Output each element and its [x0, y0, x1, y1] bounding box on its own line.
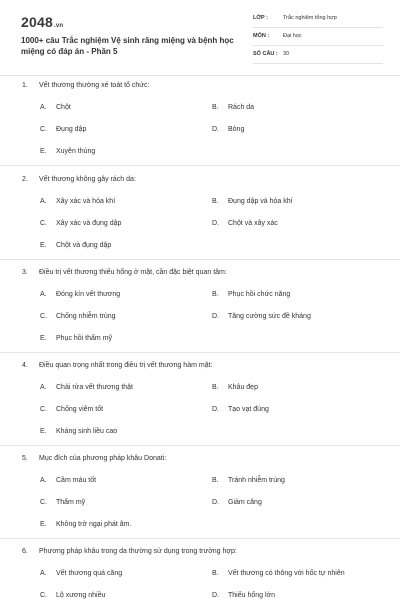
- option-e[interactable]: [40, 148, 95, 155]
- meta-class: [253, 14, 383, 28]
- logo-sub: .vn: [53, 23, 64, 29]
- option-letter: C.: [40, 406, 47, 413]
- option-d[interactable]: [212, 499, 262, 506]
- option-b[interactable]: [212, 570, 345, 577]
- option-text: Chải rửa vết thương thật: [56, 384, 133, 391]
- option-c[interactable]: [40, 592, 105, 599]
- option-d[interactable]: [212, 220, 278, 227]
- option-letter: C.: [40, 220, 47, 227]
- option-text: Xuyên thủng: [56, 148, 96, 155]
- option-letter: E.: [40, 148, 47, 155]
- option-e[interactable]: [40, 521, 131, 528]
- option-text: Chột: [56, 104, 71, 111]
- option-text: Chống nhiễm trùng: [56, 313, 116, 320]
- option-letter: C.: [40, 592, 47, 599]
- option-text: Thẩm mỹ: [56, 499, 86, 506]
- option-letter: B.: [212, 198, 219, 205]
- site-logo[interactable]: [21, 14, 63, 30]
- option-b[interactable]: [212, 291, 290, 298]
- option-b[interactable]: [212, 104, 254, 111]
- meta-count-label: SỐ CÂU :: [253, 51, 278, 57]
- meta-class-label: LỚP :: [253, 15, 268, 21]
- option-text: Đóng kín vết thương: [56, 291, 121, 298]
- option-a[interactable]: [40, 198, 115, 205]
- option-letter: B.: [212, 104, 219, 111]
- option-text: Chột và đụng dập: [56, 242, 112, 249]
- option-a[interactable]: [40, 477, 96, 484]
- option-text: Không trở ngại phát âm.: [56, 521, 132, 528]
- option-letter: D.: [212, 220, 219, 227]
- option-letter: C.: [40, 499, 47, 506]
- option-c[interactable]: [40, 499, 85, 506]
- option-letter: B.: [212, 570, 219, 577]
- option-text: Tránh nhiễm trùng: [228, 477, 285, 484]
- option-d[interactable]: [212, 406, 269, 413]
- option-e[interactable]: [40, 335, 112, 342]
- option-d[interactable]: [212, 592, 275, 599]
- option-text: Đụng dập và hỏa khí: [228, 198, 293, 205]
- option-letter: E.: [40, 521, 47, 528]
- option-b[interactable]: [212, 384, 258, 391]
- option-text: Tạo vạt đúng: [228, 406, 269, 413]
- option-c[interactable]: [40, 220, 121, 227]
- question-number: 2.: [22, 176, 28, 183]
- option-text: Kháng sinh liều cao: [56, 428, 118, 435]
- option-text: Phục hồi chức năng: [228, 291, 291, 298]
- question-text: Mục đích của phương pháp khâu Donati:: [39, 455, 167, 462]
- option-text: Vết thương có thông với hốc tự nhiên: [228, 570, 345, 577]
- meta-question-count: [253, 50, 383, 64]
- meta-subject-value: Đại học: [283, 33, 302, 39]
- option-text: Chột và xây xác: [228, 220, 278, 227]
- option-letter: B.: [212, 384, 219, 391]
- question-number: 1.: [22, 82, 28, 89]
- option-c[interactable]: [40, 406, 103, 413]
- option-a[interactable]: [40, 104, 71, 111]
- document-title: 1000+ câu Trắc nghiệm Vệ sinh răng miệng và bệnh học miệng có đáp án - Phần 5: [21, 36, 234, 56]
- header-divider: [0, 75, 400, 76]
- question-divider: [0, 165, 400, 166]
- option-letter: C.: [40, 126, 47, 133]
- question-divider: [0, 445, 400, 446]
- option-letter: B.: [212, 477, 219, 484]
- question-number: 4.: [22, 362, 28, 369]
- option-letter: E.: [40, 335, 47, 342]
- question-text: Vết thương thường xé toát tổ chức:: [39, 82, 150, 89]
- meta-subject: [253, 32, 383, 46]
- option-letter: A.: [40, 477, 47, 484]
- option-text: Chống viêm tốt: [56, 406, 104, 413]
- option-c[interactable]: [40, 126, 86, 133]
- option-a[interactable]: [40, 291, 120, 298]
- option-d[interactable]: [212, 126, 244, 133]
- option-text: Bỏng: [228, 126, 245, 133]
- option-letter: A.: [40, 198, 47, 205]
- option-text: Xây xác và hỏa khí: [56, 198, 116, 205]
- question-text: Vết thương không gây rách da:: [39, 176, 136, 183]
- option-letter: A.: [40, 104, 47, 111]
- option-letter: C.: [40, 313, 47, 320]
- option-text: Rách da: [228, 104, 255, 111]
- option-letter: A.: [40, 384, 47, 391]
- option-text: Phục hồi thẩm mỹ: [56, 335, 113, 342]
- document-header: [0, 0, 400, 75]
- question-number: 5.: [22, 455, 28, 462]
- option-e[interactable]: [40, 242, 111, 249]
- option-d[interactable]: [212, 313, 311, 320]
- option-letter: D.: [212, 313, 219, 320]
- option-letter: D.: [212, 126, 219, 133]
- option-b[interactable]: [212, 198, 293, 205]
- logo-main: 2048: [21, 14, 53, 30]
- option-letter: D.: [212, 499, 219, 506]
- question-text: Phương pháp khâu trong da thường sử dụng trong trường hợp:: [39, 548, 237, 555]
- meta-count-value: 30: [283, 51, 290, 57]
- option-c[interactable]: [40, 313, 116, 320]
- option-b[interactable]: [212, 477, 285, 484]
- option-letter: E.: [40, 242, 47, 249]
- option-text: Xây xác và đụng dập: [56, 220, 122, 227]
- option-letter: D.: [212, 406, 219, 413]
- meta-class-value: Trắc nghiệm tổng hợp: [283, 15, 337, 21]
- option-letter: B.: [212, 291, 219, 298]
- option-text: Tăng cường sức đề kháng: [228, 313, 311, 320]
- option-letter: D.: [212, 592, 219, 599]
- option-text: Giảm căng: [228, 499, 262, 506]
- question-divider: [0, 352, 400, 353]
- question-divider: [0, 538, 400, 539]
- meta-subject-label: MÔN :: [253, 33, 270, 39]
- option-letter: A.: [40, 570, 47, 577]
- option-text: Cầm máu tốt: [56, 477, 97, 484]
- option-letter: A.: [40, 291, 47, 298]
- option-a[interactable]: [40, 384, 133, 391]
- option-text: Vết thương quá căng: [56, 570, 123, 577]
- option-text: Thiếu hổng lớn: [228, 592, 276, 599]
- question-number: 3.: [22, 269, 28, 276]
- option-letter: E.: [40, 428, 47, 435]
- document-meta: [253, 14, 383, 68]
- question-text: Điều trị vết thương thiếu hổng ở mặt, cần đặc biệt quan tâm:: [39, 269, 227, 276]
- option-text: Khâu đẹp: [228, 384, 258, 391]
- option-e[interactable]: [40, 428, 117, 435]
- question-number: 6.: [22, 548, 28, 555]
- option-text: Lộ xương nhiều: [56, 592, 106, 599]
- option-text: Đụng dập: [56, 126, 87, 133]
- option-a[interactable]: [40, 570, 122, 577]
- question-text: Điều quan trọng nhất trong điều trị vết thương hàm mặt:: [39, 362, 213, 369]
- question-divider: [0, 259, 400, 260]
